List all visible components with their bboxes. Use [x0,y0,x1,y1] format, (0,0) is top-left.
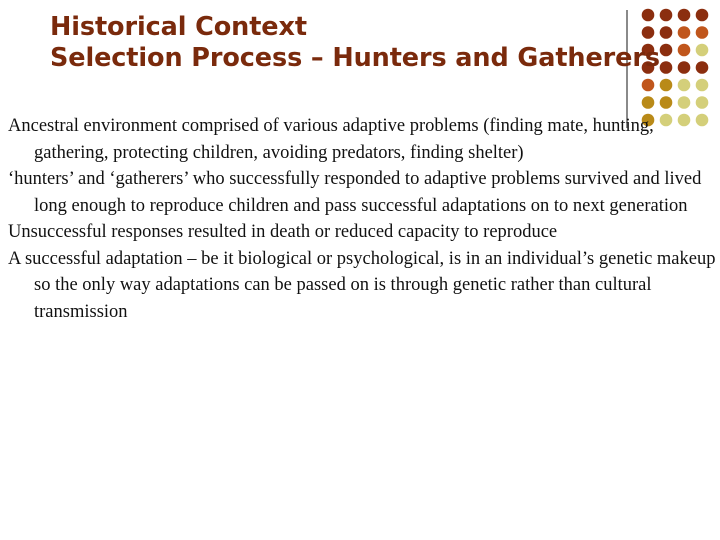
decorative-dot [660,96,673,109]
decorative-dot [696,44,709,57]
decorative-dot [696,26,709,39]
title-line-2: Selection Process – Hunters and Gatherers [50,43,660,73]
bullet-point: Ancestral environment comprised of various adaptive problems (finding mate, hunting, gathering, protecting children, avoiding predators, finding shelter) [8,116,654,163]
decorative-dot [642,96,655,109]
bullet-point: A successful adaptation – be it biological or psychological, is in an individual’s genetic makeup so the only way adaptations can be passed on is through genetic rather than cultural transmission [8,248,716,322]
decorative-dot [642,79,655,92]
decorative-dot [696,79,709,92]
decorative-dot [696,61,709,74]
bullet-list [8,113,716,325]
decorative-dot [696,9,709,22]
bullet-point: Unsuccessful responses resulted in death or reduced capacity to reproduce [8,222,558,242]
title-line-1: Historical Context [50,12,307,42]
decorative-dot [660,79,673,92]
decorative-dot [678,79,691,92]
slide-title [50,12,690,74]
decorative-dot [696,96,709,109]
decorative-dot [678,96,691,109]
bullet-point: ‘hunters’ and ‘gatherers’ who successfully responded to adaptive problems survived and lived long enough to reproduce children and pass successful adaptations on to next generation [8,169,702,216]
